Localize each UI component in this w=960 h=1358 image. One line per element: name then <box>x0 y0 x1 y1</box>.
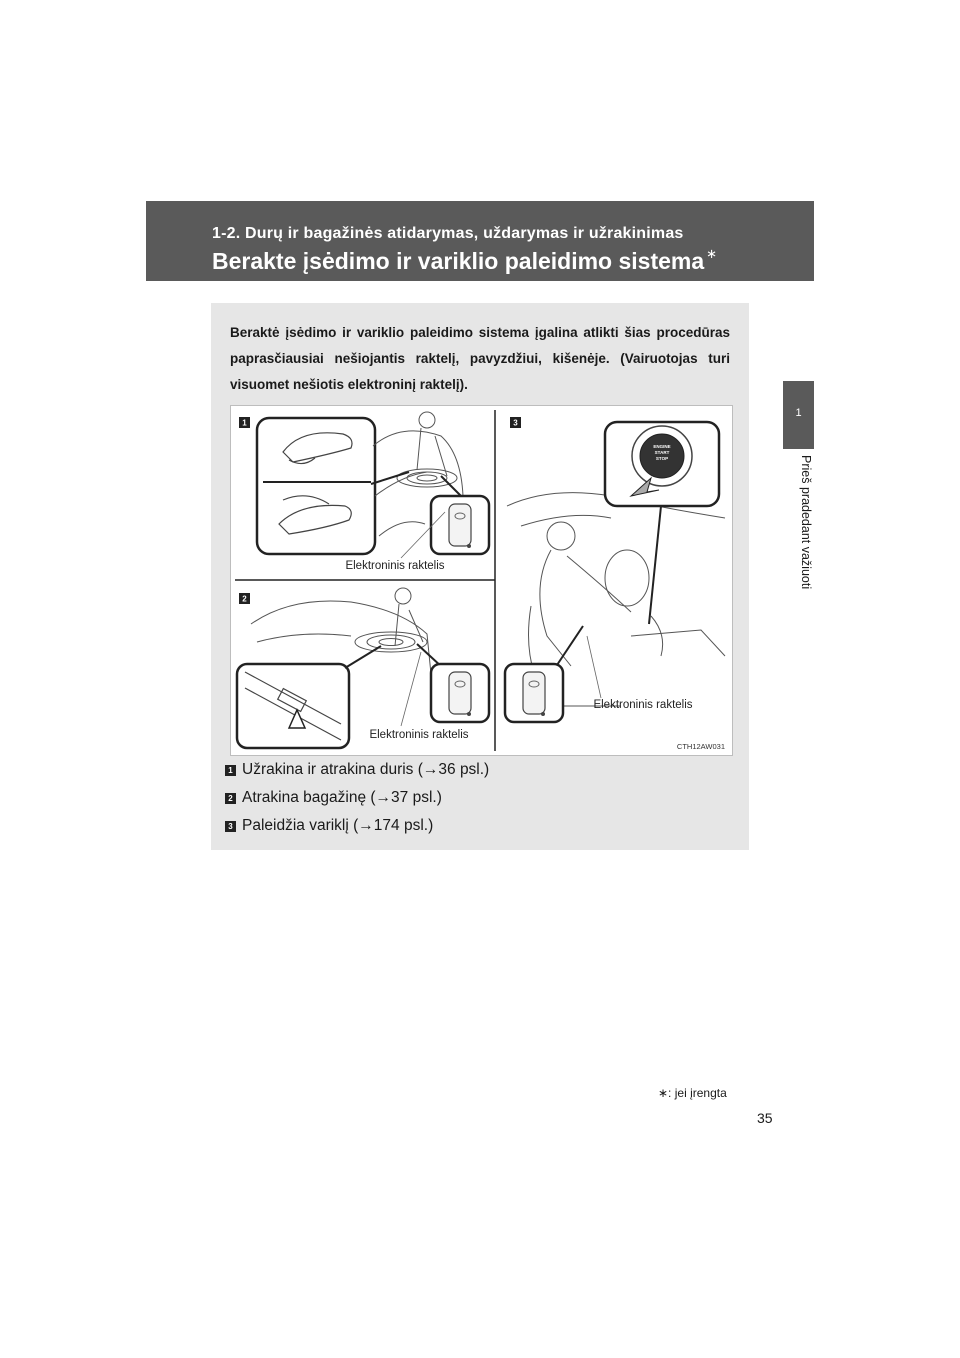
callout-line-1b <box>441 476 463 498</box>
panel-badge-1 <box>239 417 250 428</box>
figure-code: CTH12AW031 <box>676 742 725 751</box>
callout-label-1: Elektroninis raktelis <box>345 560 445 572</box>
legend-text-1: Užrakina ir atrakina duris (→36 psl.) <box>242 761 490 778</box>
leader-3 <box>587 636 601 698</box>
intro-text: Beraktė įsėdimo ir variklio paleidimo sistema įgalina atlikti šias procedūras paprasčiausiai nešiojantis raktelį, pavyzdžiui, kišenėje. (Vairuotojas turi visuomet nešiotis elektroninį raktelį). <box>230 325 730 392</box>
callout-line-2 <box>345 646 381 668</box>
info-panel <box>211 303 749 850</box>
panel-badge-3 <box>510 417 521 428</box>
legend-text-2: Atrakina bagažinę (→37 psl.) <box>242 789 442 806</box>
chapter-label: Prieš pradedant važiuoti <box>799 455 813 590</box>
smart-key-3 <box>505 664 563 722</box>
smart-key-1 <box>431 496 489 554</box>
section-title: 1-2. Durų ir bagažinės atidarymas, uždarymas ir užrakinimas <box>212 225 684 242</box>
stop-label: STOP <box>655 456 669 461</box>
leader-2 <box>401 652 421 726</box>
panel-badge-3-label: 3 <box>513 418 518 428</box>
chapter-tab <box>783 381 814 449</box>
chapter-number: 1 <box>795 407 802 419</box>
page-number: 35 <box>757 1110 773 1126</box>
start-label: START <box>654 450 670 455</box>
callout-line-1 <box>371 472 409 484</box>
optional-mark: ∗ <box>706 246 718 261</box>
chapter-header <box>146 201 814 281</box>
trunk-switch-inset <box>237 664 349 748</box>
legend-item-2 <box>225 789 735 807</box>
illustration-drawing <box>231 406 732 755</box>
legend-text-3: Paleidžia variklį (→174 psl.) <box>242 817 434 834</box>
legend-badge-1: 1 <box>225 765 236 776</box>
panel-badge-2 <box>239 593 250 604</box>
panel-badge-2-label: 2 <box>242 594 247 604</box>
callout-line-3 <box>649 506 661 624</box>
callout-label-2: Elektroninis raktelis <box>369 729 469 741</box>
door-handle-inset <box>257 418 375 554</box>
footnote: ∗: jei įrengta <box>658 1086 727 1100</box>
car-trunk-scene <box>251 588 431 674</box>
page-title <box>212 246 718 275</box>
panel-badge-1-label: 1 <box>242 418 247 428</box>
callout-label-3: Elektroninis raktelis <box>593 699 693 711</box>
legend-badge-2: 2 <box>225 793 236 804</box>
engine-label: ENGINE <box>653 444 671 449</box>
smart-key-2 <box>431 664 489 722</box>
page-title-text: Berakte įsėdimo ir variklio paleidimo sistema <box>212 248 705 274</box>
legend-item-1 <box>225 761 735 779</box>
illustration <box>230 405 733 756</box>
legend-badge-3: 3 <box>225 821 236 832</box>
start-button-inset <box>605 422 719 506</box>
legend-item-3 <box>225 817 735 835</box>
